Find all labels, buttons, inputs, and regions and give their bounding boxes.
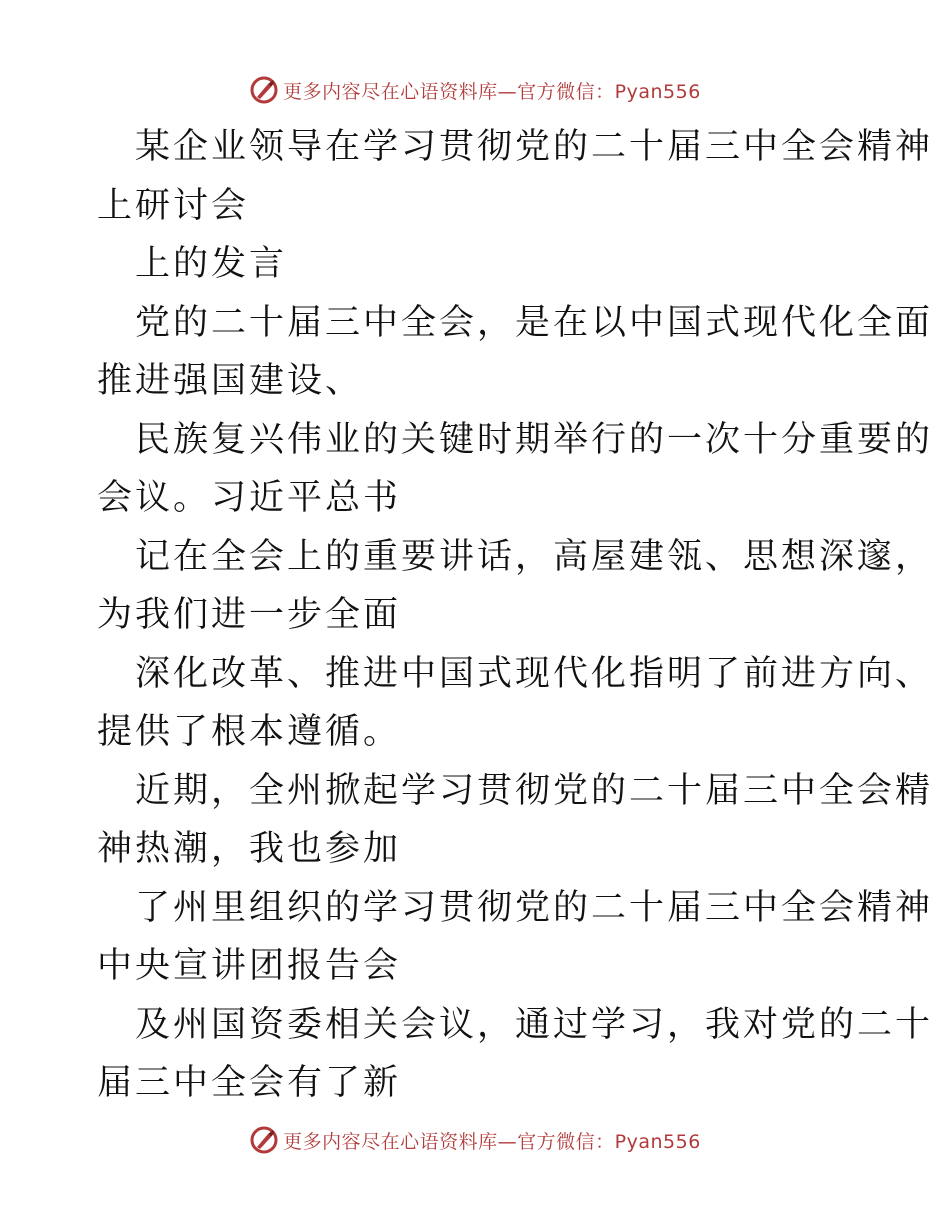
- text-line: 近期，全州掀起学习贯彻党的二十届三中全会精: [135, 770, 934, 811]
- text-line: 为我们进一步全面: [97, 595, 402, 635]
- text-line: 了州里组织的学习贯彻党的二十届三中全会精神: [135, 887, 934, 928]
- footer-banner: [0, 1120, 950, 1160]
- header-banner: [0, 70, 950, 110]
- text-line: 上的发言: [135, 244, 288, 284]
- text-line: 届三中全会有了新: [97, 1063, 402, 1103]
- pen-circle-logo-icon: [249, 1125, 279, 1155]
- text-line: 党的二十届三中全会，是在以中国式现代化全面: [135, 302, 934, 343]
- footer-banner-text: 更多内容尽在心语资料库—官方微信：Pyan556: [283, 1130, 701, 1153]
- text-line: 民族复兴伟业的关键时期举行的一次十分重要的: [135, 419, 934, 460]
- text-line: 及州国资委相关会议，通过学习，我对党的二十: [135, 1004, 934, 1045]
- text-line: 某企业领导在学习贯彻党的二十届三中全会精神: [135, 127, 934, 167]
- text-line: 推进强国建设、: [97, 361, 364, 401]
- text-line: 上研讨会: [97, 185, 250, 226]
- document-body: [97, 118, 934, 1113]
- text-line: 神热潮，我也参加: [97, 829, 402, 869]
- text-line: 记在全会上的重要讲话，高屋建瓴、思想深邃，: [135, 536, 934, 577]
- text-line: 中央宣讲团报告会: [97, 946, 402, 986]
- text-line: 深化改革、推进中国式现代化指明了前进方向、: [135, 653, 934, 694]
- text-line: 提供了根本遵循。: [97, 712, 402, 752]
- pen-circle-logo-icon: [249, 75, 279, 105]
- text-line: 会议。习近平总书: [97, 478, 402, 518]
- header-banner-text: 更多内容尽在心语资料库—官方微信：Pyan556: [283, 80, 701, 103]
